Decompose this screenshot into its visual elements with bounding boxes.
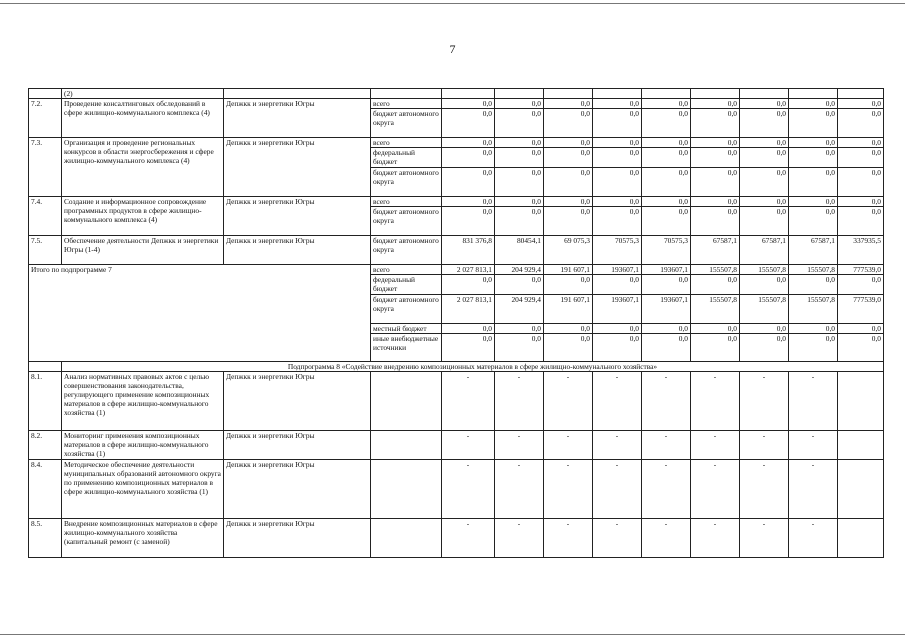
- amount-cell: 337935,5: [838, 236, 884, 265]
- amount-cell: 0,0: [789, 324, 838, 334]
- subprogram-8-title: Подпрограмма 8 «Содействие внедрению композиционных материалов в сфере жилищно-коммунального хозяйства»: [62, 362, 884, 372]
- funding-source: бюджет автономного округа: [371, 295, 442, 324]
- total-label: Итого по подпрограмме 7: [29, 265, 371, 362]
- table-row: [29, 138, 884, 148]
- table-cell: [442, 89, 495, 99]
- amount-cell: 155507,8: [740, 295, 789, 324]
- budget-table: [28, 88, 884, 558]
- amount-cell: 0,0: [838, 109, 884, 138]
- amount-cell: 0,0: [495, 138, 544, 148]
- table-cell: [838, 460, 884, 519]
- amount-cell: 67587,1: [789, 236, 838, 265]
- amount-cell: 0,0: [691, 324, 740, 334]
- amount-cell: 0,0: [740, 207, 789, 236]
- amount-cell: 0,0: [544, 168, 593, 197]
- item-number: 8.5.: [29, 519, 62, 558]
- page-number: 7: [449, 42, 456, 56]
- item-name: Анализ нормативных правовых актов с целью совершенствования законодательства, регулирующего применение композиционных материалов в сфере жилищно-коммунального хозяйства (1): [62, 372, 224, 431]
- subprogram-title-row: [29, 362, 884, 372]
- amount-cell: 155507,8: [691, 265, 740, 275]
- amount-cell: 193607,1: [593, 265, 642, 275]
- amount-cell: 831 376,8: [442, 236, 495, 265]
- amount-cell: 67587,1: [691, 236, 740, 265]
- amount-cell: 0,0: [789, 109, 838, 138]
- amount-cell: 2 027 813,1: [442, 265, 495, 275]
- amount-cell: 0,0: [691, 197, 740, 207]
- amount-cell: 777539,0: [838, 265, 884, 275]
- dash-cell: -: [691, 431, 740, 460]
- dash-cell: -: [495, 460, 544, 519]
- amount-cell: 0,0: [789, 275, 838, 295]
- page-bottom-edge: [0, 634, 905, 635]
- amount-cell: 0,0: [593, 168, 642, 197]
- funding-source: всего: [371, 99, 442, 109]
- amount-cell: 0,0: [544, 197, 593, 207]
- amount-cell: 0,0: [740, 168, 789, 197]
- table-row: [29, 519, 884, 558]
- table-row: [29, 99, 884, 109]
- amount-cell: 0,0: [642, 109, 691, 138]
- amount-cell: 0,0: [593, 275, 642, 295]
- dash-cell: -: [442, 460, 495, 519]
- dash-cell: -: [642, 460, 691, 519]
- amount-cell: 193607,1: [642, 265, 691, 275]
- amount-cell: 0,0: [740, 334, 789, 362]
- table-row: [29, 460, 884, 519]
- table-cell: [691, 89, 740, 99]
- amount-cell: 0,0: [544, 109, 593, 138]
- item-executor: Депжкк и энергетики Югры: [224, 431, 371, 460]
- total-row: [29, 265, 884, 275]
- item-number: 7.3.: [29, 138, 62, 197]
- amount-cell: 0,0: [838, 324, 884, 334]
- dash-cell: -: [740, 460, 789, 519]
- amount-cell: 0,0: [789, 138, 838, 148]
- amount-cell: 0,0: [642, 324, 691, 334]
- amount-cell: 0,0: [691, 148, 740, 168]
- amount-cell: 0,0: [642, 99, 691, 109]
- amount-cell: 0,0: [544, 324, 593, 334]
- amount-cell: 0,0: [593, 138, 642, 148]
- dash-cell: -: [442, 431, 495, 460]
- item-name: Обеспечение деятельности Депжкк и энергетики Югры (1-4): [62, 236, 224, 265]
- amount-cell: 0,0: [495, 207, 544, 236]
- item-executor: Депжкк и энергетики Югры: [224, 236, 371, 265]
- amount-cell: 0,0: [740, 324, 789, 334]
- amount-cell: 0,0: [789, 99, 838, 109]
- table-cell: [371, 372, 442, 431]
- amount-cell: 0,0: [789, 197, 838, 207]
- amount-cell: 0,0: [544, 148, 593, 168]
- funding-source: бюджет автономного округа: [371, 168, 442, 197]
- amount-cell: 0,0: [691, 334, 740, 362]
- amount-cell: 0,0: [442, 207, 495, 236]
- amount-cell: 0,0: [789, 334, 838, 362]
- amount-cell: 193607,1: [642, 295, 691, 324]
- item-executor: Депжкк и энергетики Югры: [224, 519, 371, 558]
- amount-cell: 0,0: [442, 275, 495, 295]
- table-body: [29, 89, 884, 558]
- amount-cell: 0,0: [495, 334, 544, 362]
- amount-cell: 0,0: [740, 109, 789, 138]
- item-name: Проведение консалтинговых обследований в сфере жилищно-коммунального комплекса (4): [62, 99, 224, 138]
- dash-cell: -: [544, 431, 593, 460]
- amount-cell: 0,0: [495, 109, 544, 138]
- item-name: Внедрение композиционных материалов в сфере жилищно-коммунального хозяйства (капитальный ремонт (с заменой): [62, 519, 224, 558]
- amount-cell: 0,0: [691, 168, 740, 197]
- table-cell: [838, 89, 884, 99]
- amount-cell: 0,0: [544, 207, 593, 236]
- table-cell: [371, 431, 442, 460]
- table-cell: [740, 89, 789, 99]
- table-cell: [371, 519, 442, 558]
- amount-cell: 0,0: [838, 275, 884, 295]
- item-executor: Депжкк и энергетики Югры: [224, 138, 371, 197]
- item-executor: Депжкк и энергетики Югры: [224, 372, 371, 431]
- dash-cell: -: [593, 519, 642, 558]
- amount-cell: 0,0: [442, 197, 495, 207]
- dash-cell: -: [642, 372, 691, 431]
- amount-cell: 0,0: [442, 168, 495, 197]
- dash-cell: -: [593, 372, 642, 431]
- amount-cell: 0,0: [544, 275, 593, 295]
- amount-cell: 0,0: [495, 168, 544, 197]
- dash-cell: -: [442, 519, 495, 558]
- funding-source: всего: [371, 138, 442, 148]
- amount-cell: 0,0: [593, 334, 642, 362]
- item-number: 7.5.: [29, 236, 62, 265]
- dash-cell: -: [495, 519, 544, 558]
- amount-cell: 0,0: [838, 148, 884, 168]
- amount-cell: 0,0: [495, 99, 544, 109]
- amount-cell: 191 607,1: [544, 265, 593, 275]
- header-fragment-row: [29, 89, 884, 99]
- dash-cell: -: [495, 431, 544, 460]
- amount-cell: 0,0: [495, 148, 544, 168]
- amount-cell: 204 929,4: [495, 265, 544, 275]
- funding-source: бюджет автономного округа: [371, 109, 442, 138]
- amount-cell: 0,0: [442, 324, 495, 334]
- amount-cell: 0,0: [691, 207, 740, 236]
- amount-cell: 0,0: [789, 148, 838, 168]
- amount-cell: 0,0: [495, 275, 544, 295]
- table-cell: [29, 362, 62, 372]
- amount-cell: 0,0: [789, 207, 838, 236]
- item-number: 7.2.: [29, 99, 62, 138]
- table-row: [29, 197, 884, 207]
- funding-source: местный бюджет: [371, 324, 442, 334]
- table-cell: [224, 89, 371, 99]
- amount-cell: 0,0: [593, 99, 642, 109]
- amount-cell: 204 929,4: [495, 295, 544, 324]
- funding-source: всего: [371, 197, 442, 207]
- amount-cell: 777539,0: [838, 295, 884, 324]
- table-cell: [838, 372, 884, 431]
- amount-cell: 0,0: [544, 99, 593, 109]
- amount-cell: 0,0: [642, 197, 691, 207]
- dash-cell: -: [691, 372, 740, 431]
- item-executor: Депжкк и энергетики Югры: [224, 460, 371, 519]
- amount-cell: 67587,1: [740, 236, 789, 265]
- table-row: [29, 431, 884, 460]
- amount-cell: 0,0: [593, 109, 642, 138]
- amount-cell: 155507,8: [789, 295, 838, 324]
- table-row: [29, 372, 884, 431]
- item-name: Методическое обеспечение деятельности муниципальных образований автономного округа по применению композиционных материалов в сфере жилищно-коммунального хозяйства (1): [62, 460, 224, 519]
- dash-cell: -: [740, 431, 789, 460]
- table-cell: [544, 89, 593, 99]
- amount-cell: 0,0: [495, 197, 544, 207]
- amount-cell: 155507,8: [789, 265, 838, 275]
- amount-cell: 0,0: [789, 168, 838, 197]
- amount-cell: 0,0: [740, 275, 789, 295]
- item-name: Организация и проведение региональных конкурсов в области энергосбережения и сфере жилищно-коммунального комплекса (4): [62, 138, 224, 197]
- table-cell: [789, 89, 838, 99]
- amount-cell: 0,0: [495, 324, 544, 334]
- amount-cell: 155507,8: [691, 295, 740, 324]
- table-cell: [838, 519, 884, 558]
- funding-source: всего: [371, 265, 442, 275]
- dash-cell: -: [789, 519, 838, 558]
- amount-cell: 0,0: [838, 99, 884, 109]
- amount-cell: 0,0: [544, 138, 593, 148]
- amount-cell: 191 607,1: [544, 295, 593, 324]
- amount-cell: 0,0: [740, 99, 789, 109]
- table-cell: [29, 89, 62, 99]
- amount-cell: 0,0: [442, 334, 495, 362]
- amount-cell: 0,0: [838, 334, 884, 362]
- amount-cell: 0,0: [838, 168, 884, 197]
- dash-cell: -: [740, 519, 789, 558]
- funding-source: бюджет автономного округа: [371, 236, 442, 265]
- funding-source: федеральный бюджет: [371, 275, 442, 295]
- amount-cell: 0,0: [442, 148, 495, 168]
- dash-cell: -: [495, 372, 544, 431]
- dash-cell: -: [789, 460, 838, 519]
- table-cell: [371, 89, 442, 99]
- amount-cell: 70575,3: [593, 236, 642, 265]
- dash-cell: -: [544, 372, 593, 431]
- amount-cell: 70575,3: [642, 236, 691, 265]
- amount-cell: 0,0: [593, 324, 642, 334]
- amount-cell: 0,0: [642, 207, 691, 236]
- amount-cell: 0,0: [642, 148, 691, 168]
- amount-cell: 0,0: [544, 334, 593, 362]
- table-cell: [495, 89, 544, 99]
- amount-cell: 0,0: [442, 138, 495, 148]
- dash-cell: -: [642, 431, 691, 460]
- page-top-edge: [0, 3, 905, 4]
- item-name: Мониторинг применения композиционных материалов в сфере жилищно-коммунального хозяйства (1): [62, 431, 224, 460]
- amount-cell: 0,0: [593, 148, 642, 168]
- item-number: 8.1.: [29, 372, 62, 431]
- funding-source: бюджет автономного округа: [371, 207, 442, 236]
- dash-cell: -: [740, 372, 789, 431]
- amount-cell: 0,0: [740, 138, 789, 148]
- table-row: [29, 236, 884, 265]
- amount-cell: 0,0: [642, 275, 691, 295]
- dash-cell: -: [642, 519, 691, 558]
- item-executor: Депжкк и энергетики Югры: [224, 99, 371, 138]
- amount-cell: 155507,8: [740, 265, 789, 275]
- dash-cell: -: [691, 519, 740, 558]
- amount-cell: 0,0: [642, 168, 691, 197]
- amount-cell: 2 027 813,1: [442, 295, 495, 324]
- amount-cell: 69 075,3: [544, 236, 593, 265]
- amount-cell: 0,0: [740, 197, 789, 207]
- amount-cell: 0,0: [691, 99, 740, 109]
- amount-cell: 0,0: [740, 148, 789, 168]
- amount-cell: 0,0: [593, 197, 642, 207]
- amount-cell: 0,0: [593, 207, 642, 236]
- item-number: 8.2.: [29, 431, 62, 460]
- dash-cell: -: [691, 460, 740, 519]
- dash-cell: -: [544, 519, 593, 558]
- amount-cell: 0,0: [838, 197, 884, 207]
- table-cell: [642, 89, 691, 99]
- item-name: Создание и информационное сопровождение программных продуктов в сфере жилищно-коммунального комплекса (4): [62, 197, 224, 236]
- amount-cell: 0,0: [691, 275, 740, 295]
- funding-source: иные внебюджетные источники: [371, 334, 442, 362]
- amount-cell: 0,0: [838, 207, 884, 236]
- item-executor: Депжкк и энергетики Югры: [224, 197, 371, 236]
- amount-cell: 0,0: [691, 109, 740, 138]
- dash-cell: -: [789, 372, 838, 431]
- funding-source: федеральный бюджет: [371, 148, 442, 168]
- dash-cell: -: [789, 431, 838, 460]
- amount-cell: 0,0: [642, 138, 691, 148]
- amount-cell: 0,0: [691, 138, 740, 148]
- dash-cell: -: [593, 460, 642, 519]
- amount-cell: 0,0: [838, 138, 884, 148]
- item-number: 8.4.: [29, 460, 62, 519]
- amount-cell: 0,0: [442, 99, 495, 109]
- table-cell: [838, 431, 884, 460]
- amount-cell: 80454,1: [495, 236, 544, 265]
- amount-cell: 193607,1: [593, 295, 642, 324]
- amount-cell: 0,0: [642, 334, 691, 362]
- table-cell: [371, 460, 442, 519]
- amount-cell: 0,0: [442, 109, 495, 138]
- table-cell: [593, 89, 642, 99]
- dash-cell: -: [442, 372, 495, 431]
- dash-cell: -: [544, 460, 593, 519]
- dash-cell: -: [593, 431, 642, 460]
- header-fragment: (2): [62, 89, 224, 99]
- item-number: 7.4.: [29, 197, 62, 236]
